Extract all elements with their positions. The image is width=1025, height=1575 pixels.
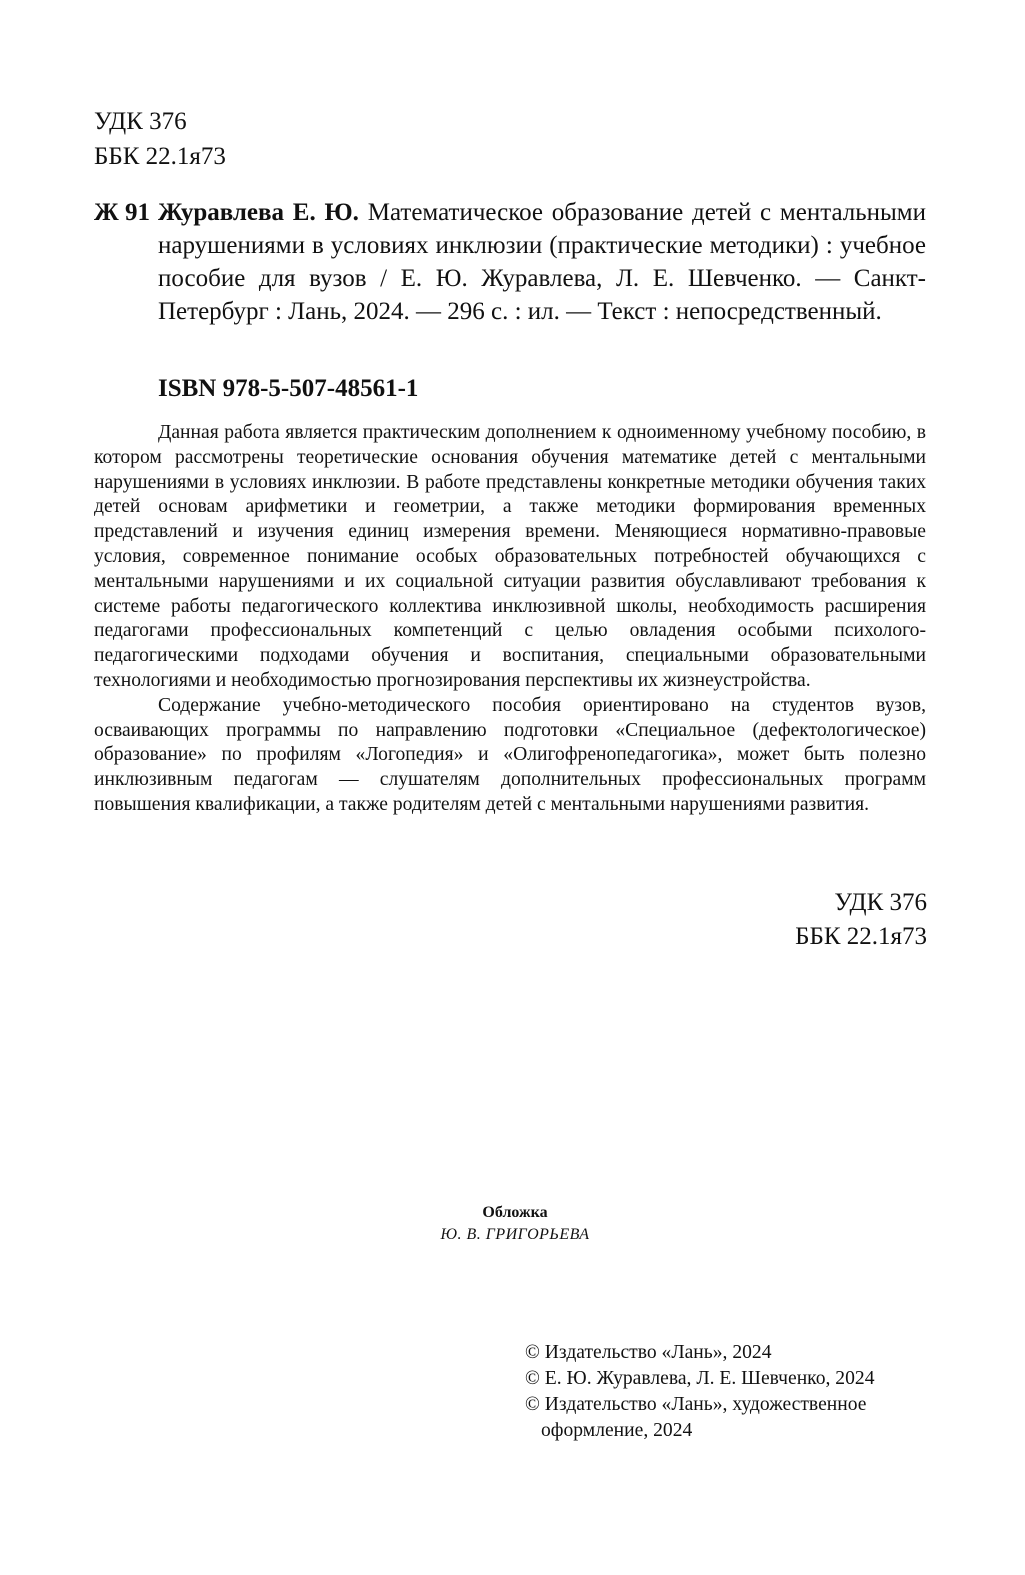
author-mark: Ж 91 [94, 199, 150, 226]
bibliographic-entry [94, 196, 926, 328]
copyright-line: © Издательство «Лань», 2024 [525, 1342, 772, 1363]
copyright-block [525, 1340, 875, 1444]
udk-code: УДК 376 [834, 889, 927, 916]
bbk-code: ББК 22.1я73 [94, 143, 226, 170]
bibliographic-body: Математическое образование детей с ментальными нарушениями в условиях инклюзии (практические методики) : учебное пособие для вузов / Е. Ю. Журавлева, Л. Е. Шевченко. — Санкт-Петербург : Лань, 2024. — 296 с. : ил. — Текст : непосредственный. [158, 199, 927, 325]
author-name: Журавлева Е. Ю. [158, 199, 359, 226]
annotation-paragraph: Содержание учебно-методического пособия ориентировано на студентов вузов, осваивающих программы по направлению подготовки «Специальное (дефектологическое) образование» по профилям «Логопедия» и «Олигофренопедагогика», может быть полезно инклюзивным педагогам — слушателям дополнительных профессиональных программ повышения квалификации, а также родителям детей с ментальными нарушениями развития. [94, 694, 926, 815]
cover-label: Обложка [482, 1204, 548, 1221]
copyright-line: © Е. Ю. Журавлева, Л. Е. Шевченко, 2024 [525, 1368, 875, 1389]
annotation [94, 421, 926, 818]
annotation-paragraph: Данная работа является практическим дополнением к одноименному учебному пособию, в котором рассмотрены теоретические основания обучения математике детей с ментальными нарушениями в условиях инклюзии. В работе представлены конкретные методики обучения таких детей основам арифметики и геометрии, а также методики формирования временных представлений и изучения единиц измерения времени. Меняющиеся нормативно-правовые условия, современное понимание особых образовательных потребностей обучающихся с ментальными нарушениями и их социальной ситуации развития обуславливают требования к системе работы педагогического коллектива инклюзивной школы, необходимость расширения педагогами профессиональных компетенций с целью овладения особыми психолого-педагогическими подходами обучения и воспитания, специальными образовательными технологиями и необходимостью прогнозирования перспективы их жизнеустройства. [94, 422, 926, 691]
cover-credits [300, 1202, 730, 1246]
copyright-line: оформление, 2024 [541, 1420, 693, 1441]
isbn: ISBN 978-5-507-48561-1 [158, 375, 419, 402]
udk-code: УДК 376 [94, 108, 187, 135]
classification-bottom [795, 886, 927, 954]
copyright-line: © Издательство «Лань», художественное [525, 1394, 867, 1415]
classification-top [94, 104, 226, 174]
cover-designer: Ю. В. ГРИГОРЬЕВА [440, 1226, 590, 1243]
bbk-code: ББК 22.1я73 [795, 923, 927, 950]
bibliographic-description [158, 196, 926, 328]
